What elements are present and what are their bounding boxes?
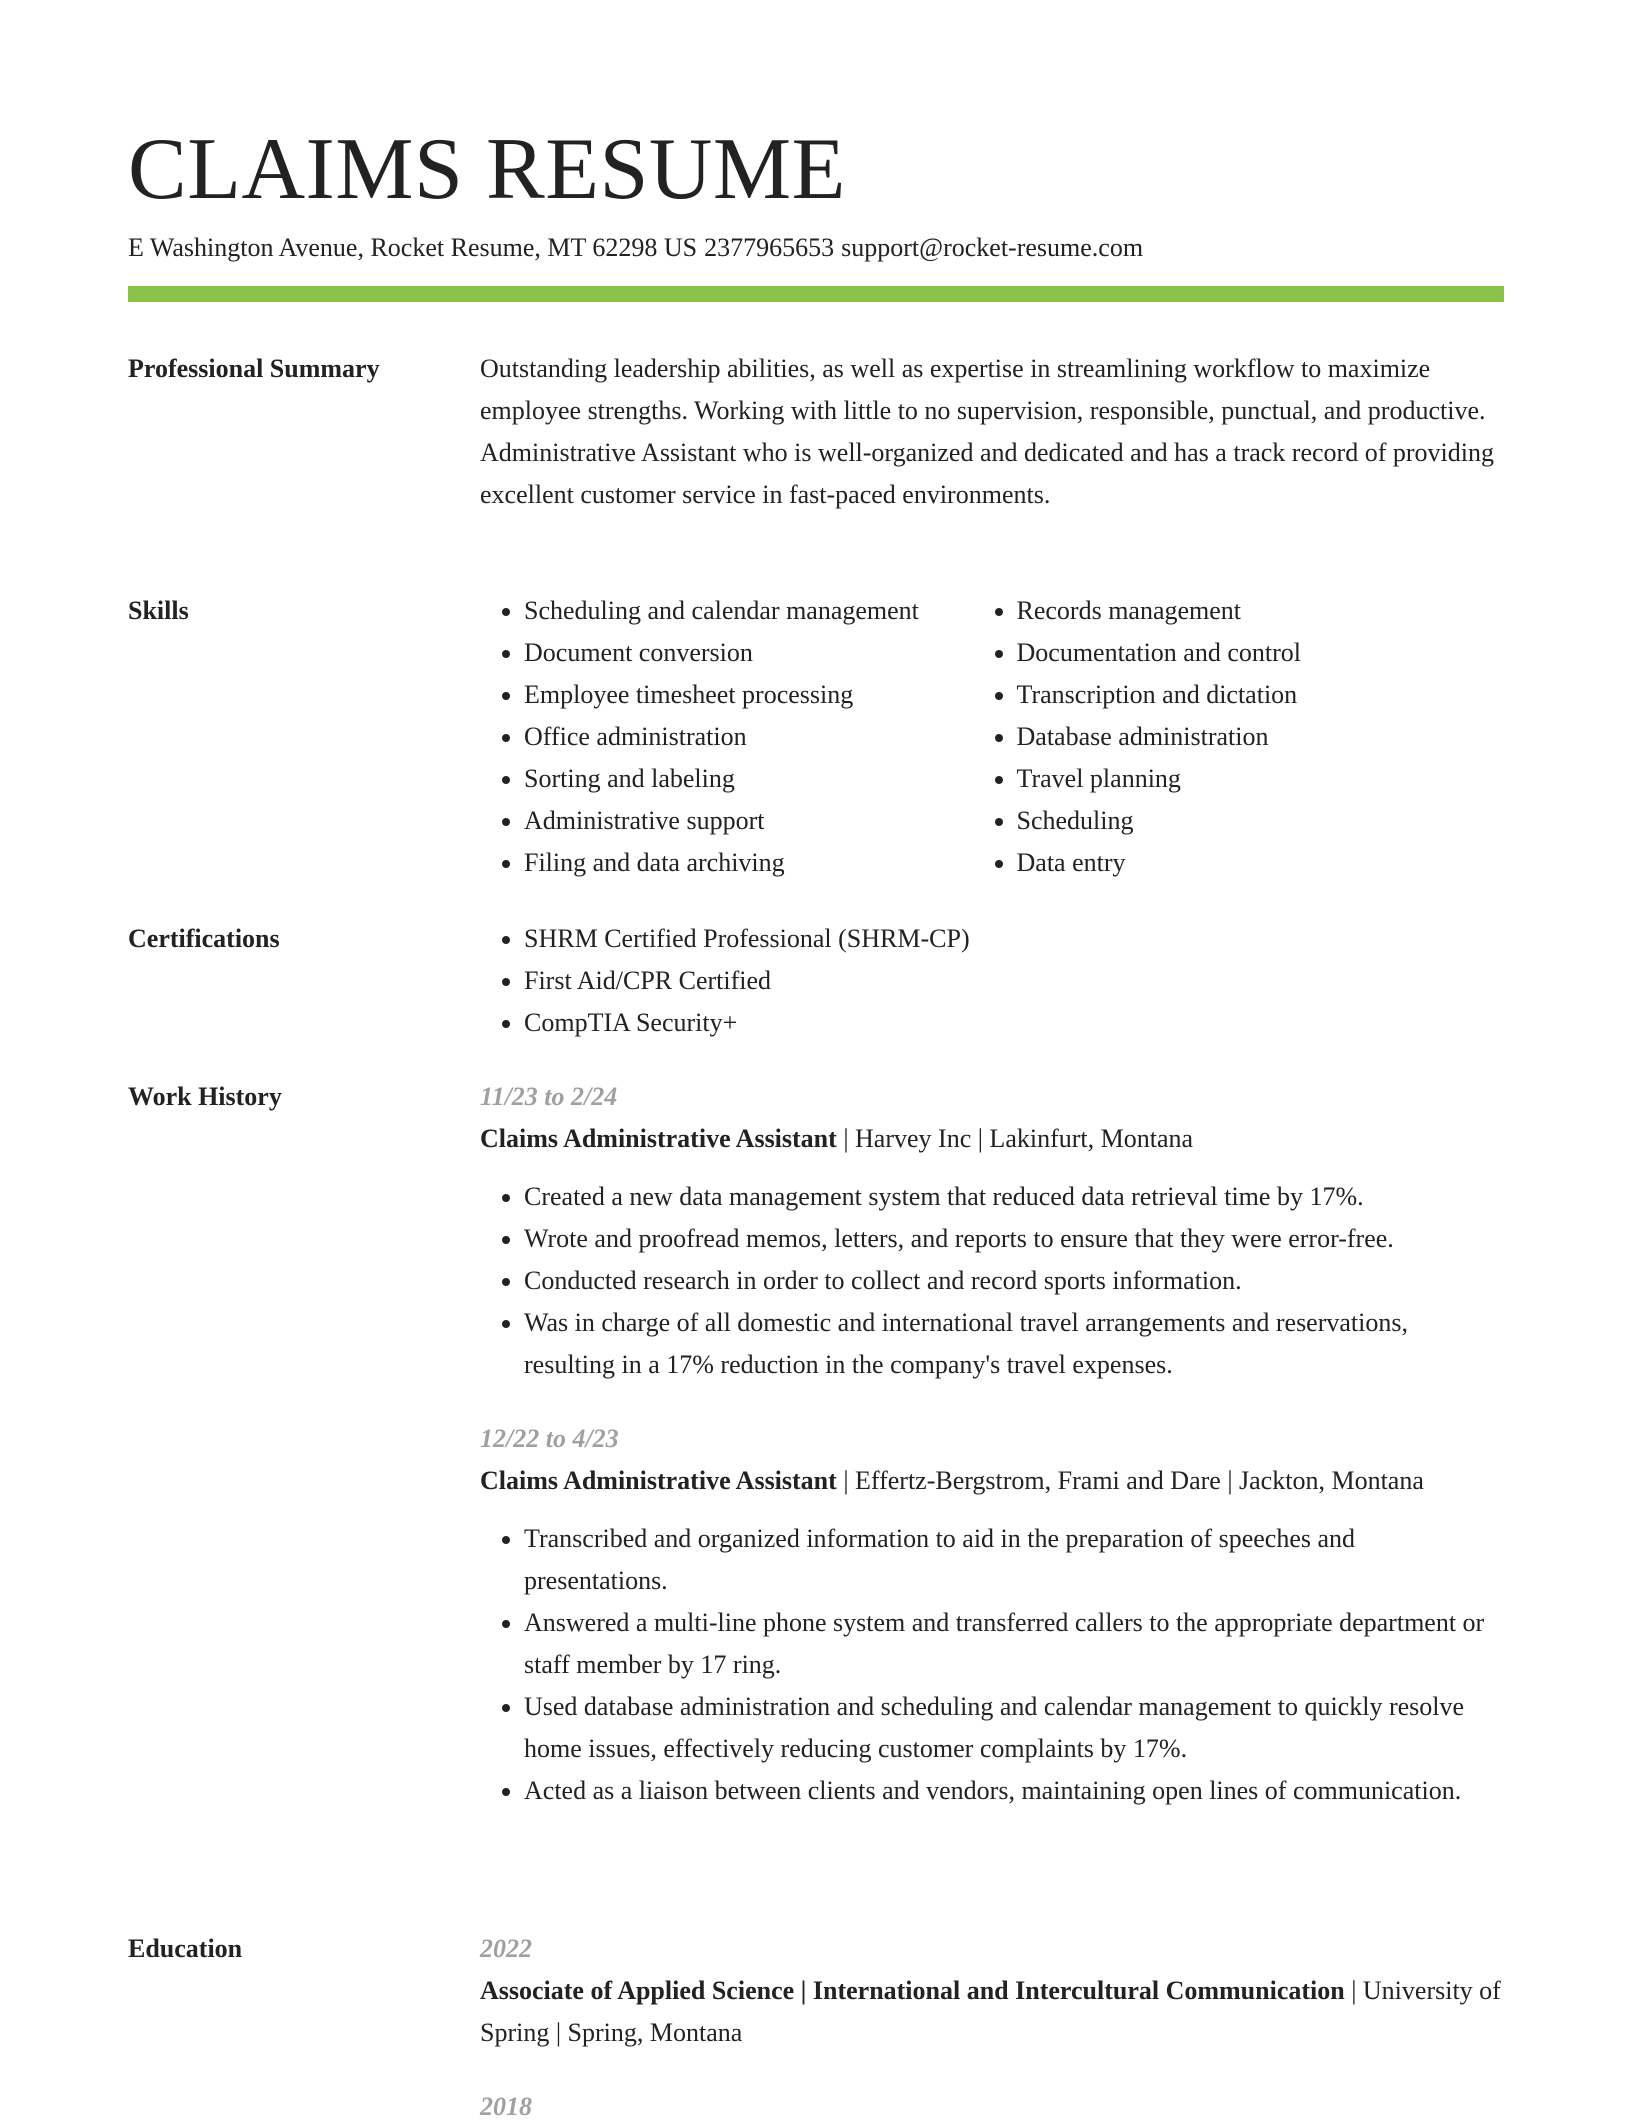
- education-year: 2018: [480, 2092, 532, 2121]
- section-title-summary: Professional Summary: [128, 354, 380, 383]
- job-entry: [480, 1076, 1504, 1386]
- skill-item: • Employee timesheet processing: [524, 674, 973, 716]
- job-bullet: • Transcribed and organized information to aid in the preparation of speeches and presentations.: [524, 1518, 1504, 1602]
- job-heading: [480, 1460, 1504, 1502]
- skill-item: • Document conversion: [524, 632, 973, 674]
- skill-item: • Data entry: [1017, 842, 1505, 884]
- skill-item: • Database administration: [1017, 716, 1505, 758]
- job-bullet: • Answered a multi-line phone system and transferred callers to the appropriate department or staff member by 17 ring.: [524, 1602, 1504, 1686]
- job-bullet: • Acted as a liaison between clients and vendors, maintaining open lines of communication.: [524, 1770, 1504, 1812]
- work-body: [480, 1076, 1504, 1812]
- contact-line: [128, 230, 1143, 266]
- job-role: Claims Administrative Assistant: [480, 1466, 837, 1495]
- contact-phone: 2377965653: [704, 233, 835, 262]
- skill-item: • Scheduling and calendar management: [524, 590, 973, 632]
- skill-item: • Administrative support: [524, 800, 973, 842]
- certifications-body: [480, 918, 1504, 1044]
- accent-divider: [128, 286, 1504, 302]
- job-bullet: • Conducted research in order to collect and record sports information.: [524, 1260, 1504, 1302]
- section-title-certifications: Certifications: [128, 924, 280, 953]
- education-degree: Associate of Applied Science | International and Intercultural Communication: [480, 1976, 1345, 2005]
- skills-list-left: [480, 590, 973, 884]
- certification-item: • First Aid/CPR Certified: [524, 960, 1504, 1002]
- skills-body: [480, 590, 1504, 884]
- job-heading: [480, 1118, 1504, 1160]
- education-heading: [480, 1970, 1504, 2054]
- job-bullet: • Was in charge of all domestic and international travel arrangements and reservations, resulting in a 17% reduction in the company's travel expenses.: [524, 1302, 1504, 1386]
- job-bullets: [480, 1176, 1504, 1386]
- section-title-education: Education: [128, 1934, 243, 1963]
- section-title-work: Work History: [128, 1082, 282, 1111]
- job-details: | Harvey Inc | Lakinfurt, Montana: [836, 1124, 1194, 1153]
- education-year: 2022: [480, 1934, 532, 1963]
- job-bullets: [480, 1518, 1504, 1812]
- job-bullet: • Wrote and proofread memos, letters, and reports to ensure that they were error-free.: [524, 1218, 1504, 1260]
- section-title-skills: Skills: [128, 596, 189, 625]
- job-details: | Effertz-Bergstrom, Frami and Dare | Jackton, Montana: [836, 1466, 1424, 1495]
- contact-address: E Washington Avenue, Rocket Resume, MT 62298 US: [128, 233, 698, 262]
- job-role: Claims Administrative Assistant: [480, 1124, 837, 1153]
- job-entry: [480, 1418, 1504, 1812]
- skill-item: • Filing and data archiving: [524, 842, 973, 884]
- certification-item: • SHRM Certified Professional (SHRM-CP): [524, 918, 1504, 960]
- summary-text: Outstanding leadership abilities, as well as expertise in streamlining workflow to maximize employee strengths. Working with little to no supervision, responsible, punctual, and productive. Administrative Assistant who is well-organized and dedicated and has a track record of providing excellent customer service in fast-paced environments.: [480, 354, 1494, 509]
- certification-item: • CompTIA Security+: [524, 1002, 1504, 1044]
- education-body: [480, 1928, 1504, 2128]
- skill-item: • Transcription and dictation: [1017, 674, 1505, 716]
- skills-list-right: [973, 590, 1505, 884]
- education-entry: [480, 1928, 1504, 2054]
- certifications-list: [480, 918, 1504, 1044]
- skill-item: • Records management: [1017, 590, 1505, 632]
- skill-item: • Scheduling: [1017, 800, 1505, 842]
- summary-body: [480, 348, 1504, 516]
- job-dates: 12/22 to 4/23: [480, 1424, 619, 1453]
- education-school: | University of Spring | Spring, Montana: [480, 1976, 1501, 2047]
- contact-email: support@rocket-resume.com: [841, 233, 1144, 262]
- skill-item: • Documentation and control: [1017, 632, 1505, 674]
- skill-item: • Office administration: [524, 716, 973, 758]
- skill-item: • Sorting and labeling: [524, 758, 973, 800]
- education-entry: [480, 2086, 1504, 2128]
- job-bullet: • Created a new data management system that reduced data retrieval time by 17%.: [524, 1176, 1504, 1218]
- skill-item: • Travel planning: [1017, 758, 1505, 800]
- resume-title: CLAIMS RESUME: [128, 121, 846, 218]
- job-bullet: • Used database administration and scheduling and calendar management to quickly resolve home issues, effectively reducing customer complaints by 17%.: [524, 1686, 1504, 1770]
- job-dates: 11/23 to 2/24: [480, 1082, 618, 1111]
